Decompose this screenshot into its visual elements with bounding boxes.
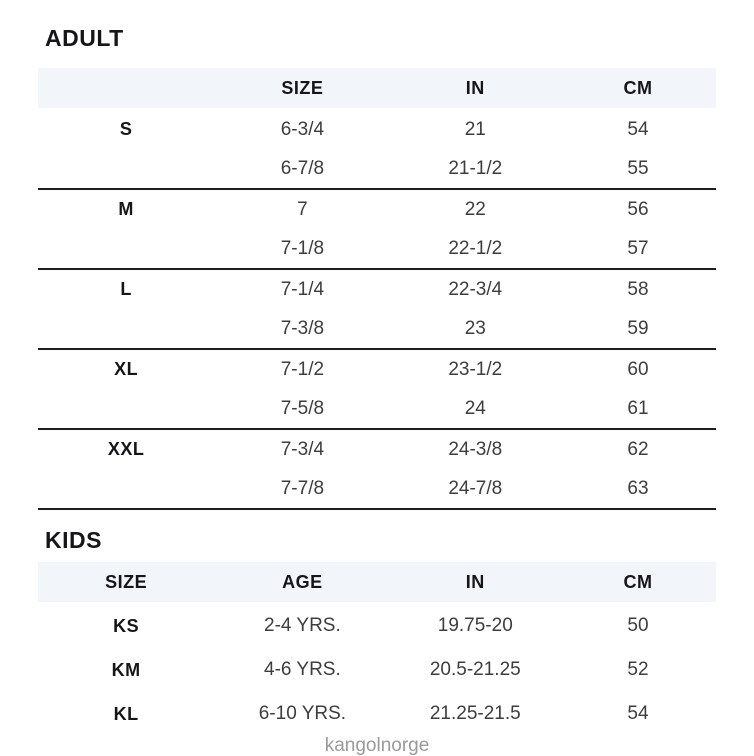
- adult-size-group-s: [38, 110, 716, 190]
- table-row: [38, 430, 716, 469]
- adult-size-group-xxl: [38, 430, 716, 510]
- inches-value: 21.25-21.5: [429, 703, 521, 724]
- age-value: 4-6 YRS.: [264, 659, 341, 680]
- table-row: [38, 190, 716, 229]
- cm-value: 56: [627, 198, 649, 220]
- adult-header-size: SIZE: [281, 77, 324, 98]
- cm-value: 55: [627, 157, 649, 179]
- inches-value: 20.5-21.25: [429, 659, 521, 680]
- inches-value: 21: [464, 118, 486, 140]
- size-value: 7-3/4: [280, 438, 325, 460]
- adult-size-group-m: [38, 190, 716, 270]
- kids-header-in: IN: [465, 571, 485, 592]
- inches-value: 22-3/4: [448, 278, 503, 300]
- cm-value: 52: [627, 659, 649, 680]
- kids-header-size: SIZE: [105, 571, 148, 592]
- inches-value: 19.75-20: [437, 615, 513, 636]
- kids-header-age: AGE: [282, 571, 323, 592]
- cm-value: 59: [627, 317, 649, 339]
- table-row: [38, 110, 716, 149]
- adult-size-table: [38, 68, 716, 510]
- inches-value: 22: [464, 198, 486, 220]
- adult-section-title: ADULT: [45, 25, 124, 51]
- adult-header-cm: CM: [623, 77, 653, 98]
- size-label: KL: [113, 703, 139, 724]
- kids-table-header-row: [38, 562, 716, 602]
- cm-value: 54: [627, 703, 649, 724]
- size-label: XL: [114, 359, 139, 379]
- size-value: 7-3/8: [280, 317, 325, 339]
- table-row: [38, 309, 716, 348]
- cm-value: 63: [627, 477, 649, 499]
- age-value: 2-4 YRS.: [264, 615, 341, 636]
- table-row: [38, 604, 716, 648]
- adult-size-group-l: [38, 270, 716, 350]
- size-label: XXL: [107, 439, 145, 459]
- cm-value: 60: [627, 358, 649, 380]
- size-value: 6-3/4: [280, 118, 325, 140]
- inches-value: 22-1/2: [448, 237, 503, 259]
- inches-value: 21-1/2: [448, 157, 503, 179]
- age-value: 6-10 YRS.: [258, 703, 347, 724]
- kids-section-title: KIDS: [45, 527, 102, 553]
- size-value: 7-1/4: [280, 278, 325, 300]
- size-value: 7: [297, 198, 308, 220]
- table-row: [38, 270, 716, 309]
- inches-value: 24: [464, 397, 486, 419]
- inches-value: 23-1/2: [448, 358, 503, 380]
- brand-watermark: kangolnorge: [324, 735, 430, 756]
- size-label: L: [120, 279, 132, 299]
- cm-value: 58: [627, 278, 649, 300]
- cm-value: 57: [627, 237, 649, 259]
- adult-table-header-row: [38, 68, 716, 108]
- table-row: [38, 350, 716, 389]
- cm-value: 62: [627, 438, 649, 460]
- size-label: KM: [111, 659, 141, 680]
- adult-header-in: IN: [465, 77, 485, 98]
- size-value: 7-5/8: [280, 397, 325, 419]
- cm-value: 50: [627, 615, 649, 636]
- cm-value: 54: [627, 118, 649, 140]
- cm-value: 61: [627, 397, 649, 419]
- size-value: 6-7/8: [280, 157, 325, 179]
- adult-size-group-xl: [38, 350, 716, 430]
- size-value: 7-7/8: [280, 477, 325, 499]
- table-row: [38, 229, 716, 268]
- kids-header-cm: CM: [623, 571, 653, 592]
- table-row: [38, 389, 716, 428]
- size-label: S: [119, 119, 133, 139]
- size-value: 7-1/2: [280, 358, 325, 380]
- table-row: [38, 692, 716, 736]
- size-value: 7-1/8: [280, 237, 325, 259]
- table-row: [38, 469, 716, 508]
- size-label: KS: [113, 615, 140, 636]
- inches-value: 23: [464, 317, 486, 339]
- kids-size-table: [38, 562, 716, 736]
- table-row: [38, 149, 716, 188]
- size-label: M: [118, 199, 134, 219]
- inches-value: 24-3/8: [448, 438, 503, 460]
- table-row: [38, 648, 716, 692]
- inches-value: 24-7/8: [448, 477, 503, 499]
